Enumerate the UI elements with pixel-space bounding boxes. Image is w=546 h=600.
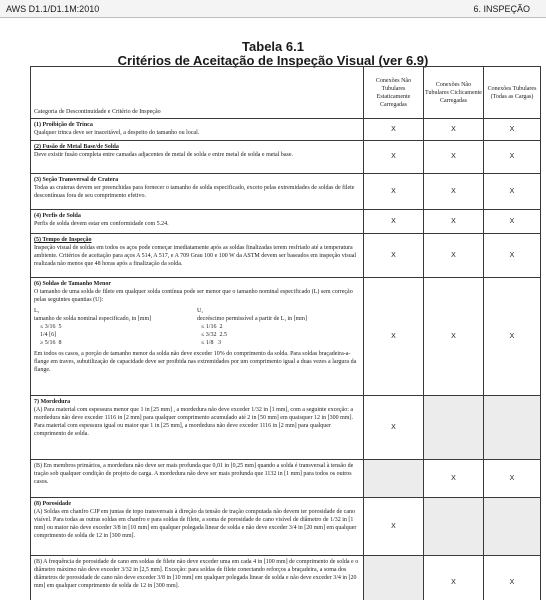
empty-cell xyxy=(364,460,424,498)
table-row xyxy=(31,119,541,141)
mark-static: X xyxy=(364,278,424,396)
criterion-title: (4) Perfis de Solda xyxy=(34,213,81,219)
document-code: AWS D1.1/D1.1M:2010 xyxy=(6,4,100,14)
cyclic-column-header: Conexões Não Tubulares Ciclicamente Carregadas xyxy=(424,67,484,119)
nominal-size-column xyxy=(34,307,197,347)
table-row xyxy=(31,174,541,210)
mark-tubular: X xyxy=(484,234,541,278)
mark-static: X xyxy=(364,234,424,278)
mark-static: X xyxy=(364,174,424,210)
category-column-header: Categoria de Descontinuidade e Critério de Inspeção xyxy=(31,67,364,119)
criterion-text: Todas as crateras devem ser preenchidas para fornecer o tamanho de solda especificado, exceto pelas extremidades de soldas de filete descontínuas fora de seu comprimento efetivo. xyxy=(34,185,355,199)
empty-cell xyxy=(424,396,484,460)
decrease-label: U, xyxy=(197,308,203,314)
criterion-cell xyxy=(31,396,364,460)
criterion-text: Inspeção visual de soldas em todos os aços pode começar imediatamente após as soldas finalizadas terem resfriado até a temperatura ambiente. Critérios de aceitação para aços A 514, A 517, e A 709 Grau 100 e 100 W da ASTM devem ser baseados em inspeção visual realizada não menos que 48 horas após a finalização da solda. xyxy=(34,245,357,267)
criterion-title: (6) Soldas de Tamanho Menor xyxy=(34,281,112,287)
table-header-row xyxy=(31,67,541,119)
decrease-column xyxy=(197,307,360,347)
criterion-text: Qualquer trinca deve ser inaceitável, a despeito do tamanho ou local. xyxy=(34,130,200,136)
empty-cell xyxy=(484,498,541,556)
criterion-text: Deve existir fusão completa entre camadas adjacentes de metal de solda e entre metal de solda e metal base. xyxy=(34,152,294,158)
mark-static: X xyxy=(364,396,424,460)
empty-cell xyxy=(364,556,424,600)
table-row xyxy=(31,141,541,174)
criterion-title: (1) Proibição de Trinca xyxy=(34,122,93,128)
criterion-text: (A) Para material com espessura menor que 1 in [25 mm] , a mordedura não deve exceder 1/32 in [1 mm], com a seguinte exceção: a mordedura não deve exceder 1116 in [2 mm] para qualquer comprimento acumulado até 2 in [50 mm] em quaisquer 12 in [300 mm]. Para material com espessura igual ou maior que 1 in [25 mm], a mordedura não deve exceder 1116 in [2 mm] para qualquer comprimento de solda. xyxy=(34,407,354,437)
mark-tubular: X xyxy=(484,174,541,210)
criterion-cell xyxy=(31,174,364,210)
criterion-note: Em todos os casos, a porção de tamanho menor da solda não deve exceder 10% do comprimento da solda. Para soldas braçadeira-a-flange em traves, subutilização de capacidade deve ser proibida nas extremidades por um comprimento igual a duas vezes a largura da flange. xyxy=(34,351,357,373)
table-row xyxy=(31,396,541,460)
nominal-size-description: tamanho de solda nominal especificado, in [mm] xyxy=(34,316,152,322)
size-tolerance-columns xyxy=(34,307,360,347)
criterion-text: (B) A frequência de porosidade de cano em soldas de filete não deve exceder uma em cada 4 in [100 mm] de comprimento de solda e o diâmetro máximo não deve exceder 3/32 in [2,5 mm]. Exceção: para soldas de filete conectando reforços a braçadeira, a soma dos diâmetros de porosidade de cano não deve exceder 3/8 in [10 mm] em qualquer polegada linear de solda e não deve exceder 3/4 in [20 mm] em qualquer comprimento de solda de 12 in [300 mm]. xyxy=(34,559,359,589)
criterion-cell xyxy=(31,498,364,556)
criterion-text: Perfis de solda devem estar em conformidade com 5.24. xyxy=(34,221,169,227)
criterion-title: (8) Porosidade xyxy=(34,501,72,507)
criterion-cell xyxy=(31,460,364,498)
mark-cyclic: X xyxy=(424,119,484,141)
mark-tubular: X xyxy=(484,278,541,396)
table-caption: Critérios de Aceitação de Inspeção Visual (ver 6.9) xyxy=(117,53,429,68)
table-row xyxy=(31,460,541,498)
mark-static: X xyxy=(364,498,424,556)
criterion-cell xyxy=(31,556,364,600)
mark-static: X xyxy=(364,141,424,174)
mark-static: X xyxy=(364,119,424,141)
decrease-description: decréscimo permissível a partir de L, in [mm] xyxy=(197,316,307,322)
criterion-cell xyxy=(31,141,364,174)
criterion-title: (2) Fusão de Metal Base/de Solda xyxy=(34,144,119,150)
mark-cyclic: X xyxy=(424,556,484,600)
static-column-header: Conexões Não Tubulares Estaticamente Carregadas xyxy=(364,67,424,119)
decrease-values: ≤ 1/16 2 ≤ 3/32 2.5 ≤ 1/8 3 xyxy=(201,324,227,346)
criterion-cell xyxy=(31,119,364,141)
criterion-cell xyxy=(31,234,364,278)
tubular-column-header: Conexões Tubulares (Todas as Cargas) xyxy=(484,67,541,119)
criterion-text: (A) Soldas em chanfro CJP em juntas de topo transversais à direção da tensão de tração computada não devem ter porosidade de cano visível. Para todas as outras soldas em chanfro e para soldas de filete, a soma de porosidade de cano visível de diâmetro de 1/32 in [1 mm] ou maior não deve exceder 3/8 in [10 mm] em qualquer polegada linear de solda e não deve exceder 3/4 in [20 mm] em qualquer comprimento de solda de 12 in [300 mm]. xyxy=(34,509,357,539)
criterion-text: (B) Em membros primários, a mordedura não deve ser mais profunda que 0,01 in [0,25 mm] quando a solda é transversal à tensão de tração sob qualquer condição de projeto de carga. A mordedura não deve ser mais profunda que 1132 in [1 mm] para todos os outros casos. xyxy=(34,463,354,485)
criterion-title: (3) Seção Transversal de Cratera xyxy=(34,177,119,183)
empty-cell xyxy=(484,396,541,460)
nominal-size-label: L, xyxy=(34,308,40,314)
criteria-table xyxy=(30,66,541,600)
empty-cell xyxy=(424,498,484,556)
mark-tubular: X xyxy=(484,119,541,141)
table-row xyxy=(31,556,541,600)
mark-static: X xyxy=(364,210,424,234)
mark-tubular: X xyxy=(484,210,541,234)
table-row xyxy=(31,210,541,234)
criterion-cell xyxy=(31,210,364,234)
table-title xyxy=(0,40,546,68)
table-number: Tabela 6.1 xyxy=(242,39,304,54)
mark-cyclic: X xyxy=(424,141,484,174)
criterion-title: (5) Tempo de Inspeção xyxy=(34,237,92,243)
mark-cyclic: X xyxy=(424,278,484,396)
mark-cyclic: X xyxy=(424,210,484,234)
page-header xyxy=(0,0,546,18)
criterion-text: O tamanho de uma solda de filete em qualquer solda contínua pode ser menor que o tamanho nominal especificado (L) sem correção pelas seguintes quantias (U): xyxy=(34,289,353,303)
nominal-size-values: ≤ 3/16 5 1/4 [6] ≥ 5/16 8 xyxy=(40,324,62,346)
table-row xyxy=(31,498,541,556)
section-label: 6. INSPEÇÃO xyxy=(473,4,530,14)
mark-tubular: X xyxy=(484,141,541,174)
criterion-title: 7) Mordedura xyxy=(34,399,71,405)
mark-cyclic: X xyxy=(424,460,484,498)
table-row xyxy=(31,234,541,278)
mark-tubular: X xyxy=(484,460,541,498)
table-row xyxy=(31,278,541,396)
mark-tubular: X xyxy=(484,556,541,600)
mark-cyclic: X xyxy=(424,174,484,210)
criterion-cell xyxy=(31,278,364,396)
mark-cyclic: X xyxy=(424,234,484,278)
